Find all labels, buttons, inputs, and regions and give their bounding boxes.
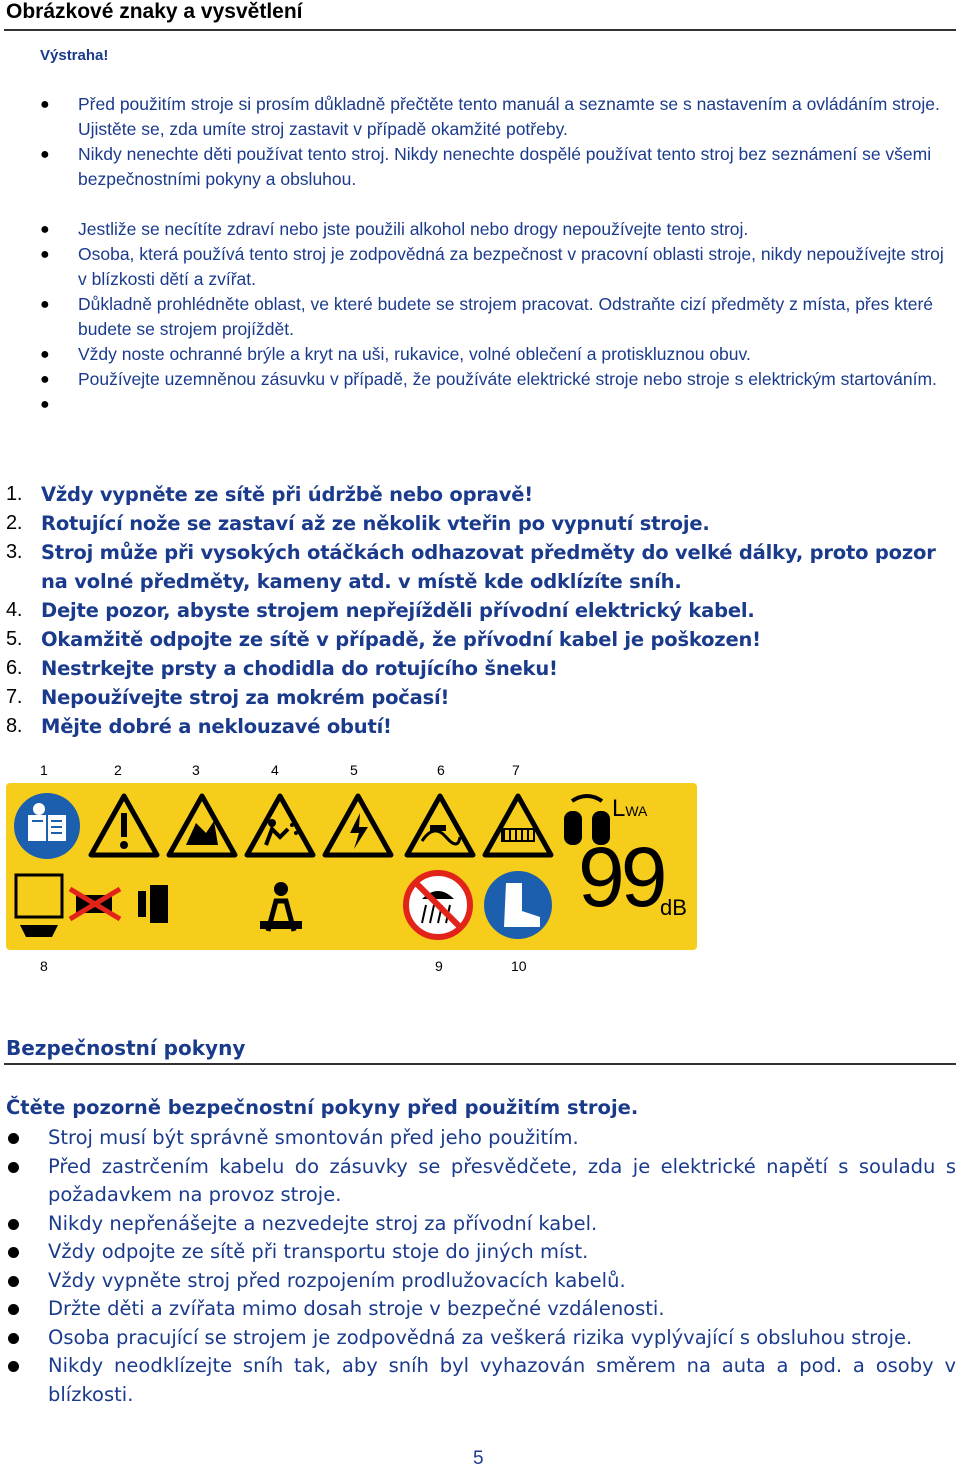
bullet-icon (8, 1133, 19, 1144)
spacer (0, 192, 956, 217)
list-item: ● Před použitím stroje si prosím důkladně přečtěte tento manuál a seznamte se s nastavením a ovládáním stroje. Ujistěte se, zda umíte stroj zastavit v případě okamžité potřeby. (40, 94, 940, 139)
electric-shock-warning-icon (322, 793, 394, 859)
pictogram-number-10: 10 (511, 958, 527, 974)
hand-auger-warning-icon (166, 793, 238, 859)
pictogram-number-1: 1 (40, 762, 48, 778)
numbered-item: 8. Mějte dobré a neklouzavé obutí! (6, 715, 392, 738)
thrown-objects-warning-icon (244, 793, 316, 859)
no-rain-icon (402, 869, 474, 941)
list-item: Vždy odpojte ze sítě při transportu stoje do jiných míst. (0, 1238, 956, 1267)
numbered-item: 2. Rotující nože se zastaví až ze několik vteřin po vypnutí stroje. (6, 512, 710, 535)
bullet-icon: ● (40, 396, 50, 413)
noise-unit: dB (660, 895, 687, 920)
page-title: Obrázkové znaky a vysvětlení (6, 0, 303, 23)
bullet-icon (8, 1219, 19, 1230)
list-item: ● Jestliže se necítíte zdraví nebo jste použili alkohol nebo drogy nepoužívejte tento stroj. (0, 217, 956, 242)
auger-warning-icon (482, 793, 554, 859)
bullet-icon (8, 1304, 19, 1315)
lwa-label: LWA (612, 795, 648, 822)
pictogram-number-3: 3 (192, 762, 200, 778)
bullet-icon: ● (40, 346, 50, 363)
keep-distance-icon (246, 871, 316, 941)
list-item: ● Důkladně prohlédněte oblast, ve které budete se strojem pracovat. Odstraňte cizí předměty z místa, přes které budete se strojem projíždět. (40, 294, 934, 339)
read-manual-icon (12, 791, 82, 861)
safety-list (0, 1124, 956, 1409)
list-item: Nikdy nepřenášejte a nezvedejte stroj za přívodní kabel. (0, 1210, 956, 1239)
numbered-item: 5. Okamžitě odpojte ze sítě v případě, že přívodní kabel je poškozen! (6, 628, 761, 651)
disconnect-before-maintenance-icon (12, 867, 172, 943)
bullet-icon: ● (40, 371, 50, 388)
list-item: ● Osoba, která používá tento stroj je zodpovědná za bezpečnost v pracovní oblasti stroje, nikdy nepoužívejte stroj v blízkosti dětí a zvířat. (40, 244, 944, 289)
pictogram-number-9: 9 (435, 958, 443, 974)
noise-value: 99 (578, 830, 664, 924)
bullet-icon: ● (40, 296, 50, 313)
numbered-item: 6. Nestrkejte prsty a chodidla do rotujícího šneku! (6, 657, 558, 680)
numbered-warnings (0, 480, 956, 741)
warning-list (0, 92, 956, 413)
title-divider (4, 29, 956, 31)
safety-intro: Čtěte pozorně bezpečnostní pokyny před použitím stroje. (6, 1096, 639, 1119)
numbered-item: 3. Stroj může při vysokých otáčkách odhazovat předměty do velké dálky, proto pozor na volné předměty, kameny atd. v místě kde odklízíte sníh. (6, 541, 936, 593)
list-item: Osoba pracující se strojem je zodpovědná za veškerá rizika vyplývající s obsluhou stroje. (0, 1324, 956, 1353)
list-item: ● Nikdy nenechte děti používat tento stroj. Nikdy nenechte dospělé používat tento stroj bez seznámení se všemi bezpečnostními pokyny a obsluhou. (40, 144, 932, 189)
general-warning-icon (88, 793, 160, 859)
list-item: Držte děti a zvířata mimo dosah stroje v bezpečné vzdálenosti. (0, 1295, 956, 1324)
noise-level (572, 795, 692, 945)
bullet-icon (8, 1361, 19, 1372)
cable-warning-icon (404, 793, 476, 859)
numbered-item: 4. Dejte pozor, abyste strojem nepřejížděli přívodní elektrický kabel. (6, 599, 755, 622)
bullet-icon: ● (40, 146, 50, 163)
warning-label: Výstraha! (40, 47, 109, 64)
numbered-item: 7. Nepoužívejte stroj za mokrém počasí! (6, 686, 450, 709)
pictogram-number-5: 5 (350, 762, 358, 778)
pictogram-number-2: 2 (114, 762, 122, 778)
pictogram-number-4: 4 (271, 762, 279, 778)
bullet-icon: ● (40, 246, 50, 263)
numbered-item: 1. Vždy vypněte ze sítě při údržbě nebo opravě! (6, 483, 533, 506)
bullet-icon: ● (40, 221, 50, 238)
bullet-icon (8, 1276, 19, 1287)
bullet-icon (8, 1162, 19, 1173)
list-item: Vždy vypněte stroj před rozpojením prodlužovacích kabelů. (0, 1267, 956, 1296)
list-item: ● Vždy noste ochranné brýle a kryt na uši, rukavice, volné oblečení a protiskluznou obuv. (0, 342, 956, 367)
section-heading: Bezpečnostní pokyny (6, 1036, 246, 1060)
list-item: Stroj musí být správně smontován před jeho použitím. (0, 1124, 956, 1153)
list-item: Nikdy neodklízejte sníh tak, aby sníh byl vyhazován směrem na auta a pod. a osoby v blízkosti. (0, 1352, 956, 1409)
bullet-icon (8, 1333, 19, 1344)
wear-boots-icon (482, 869, 554, 941)
bullet-icon: ● (40, 96, 50, 113)
section-divider (4, 1063, 956, 1065)
pictogram-number-6: 6 (437, 762, 445, 778)
page-number: 5 (473, 1448, 484, 1469)
pictogram-number-8: 8 (40, 958, 48, 974)
pictogram-number-7: 7 (512, 762, 520, 778)
list-item: ● Používejte uzemněnou zásuvku v případě, že používáte elektrické stroje nebo stroje s elektrickým startováním. (0, 367, 956, 392)
warning-label-sticker (6, 783, 697, 950)
bullet-icon (8, 1247, 19, 1258)
list-item: Před zastrčením kabelu do zásuvky se přesvědčete, zda je elektrické napětí s souladu s požadavkem na provoz stroje. (0, 1153, 956, 1210)
